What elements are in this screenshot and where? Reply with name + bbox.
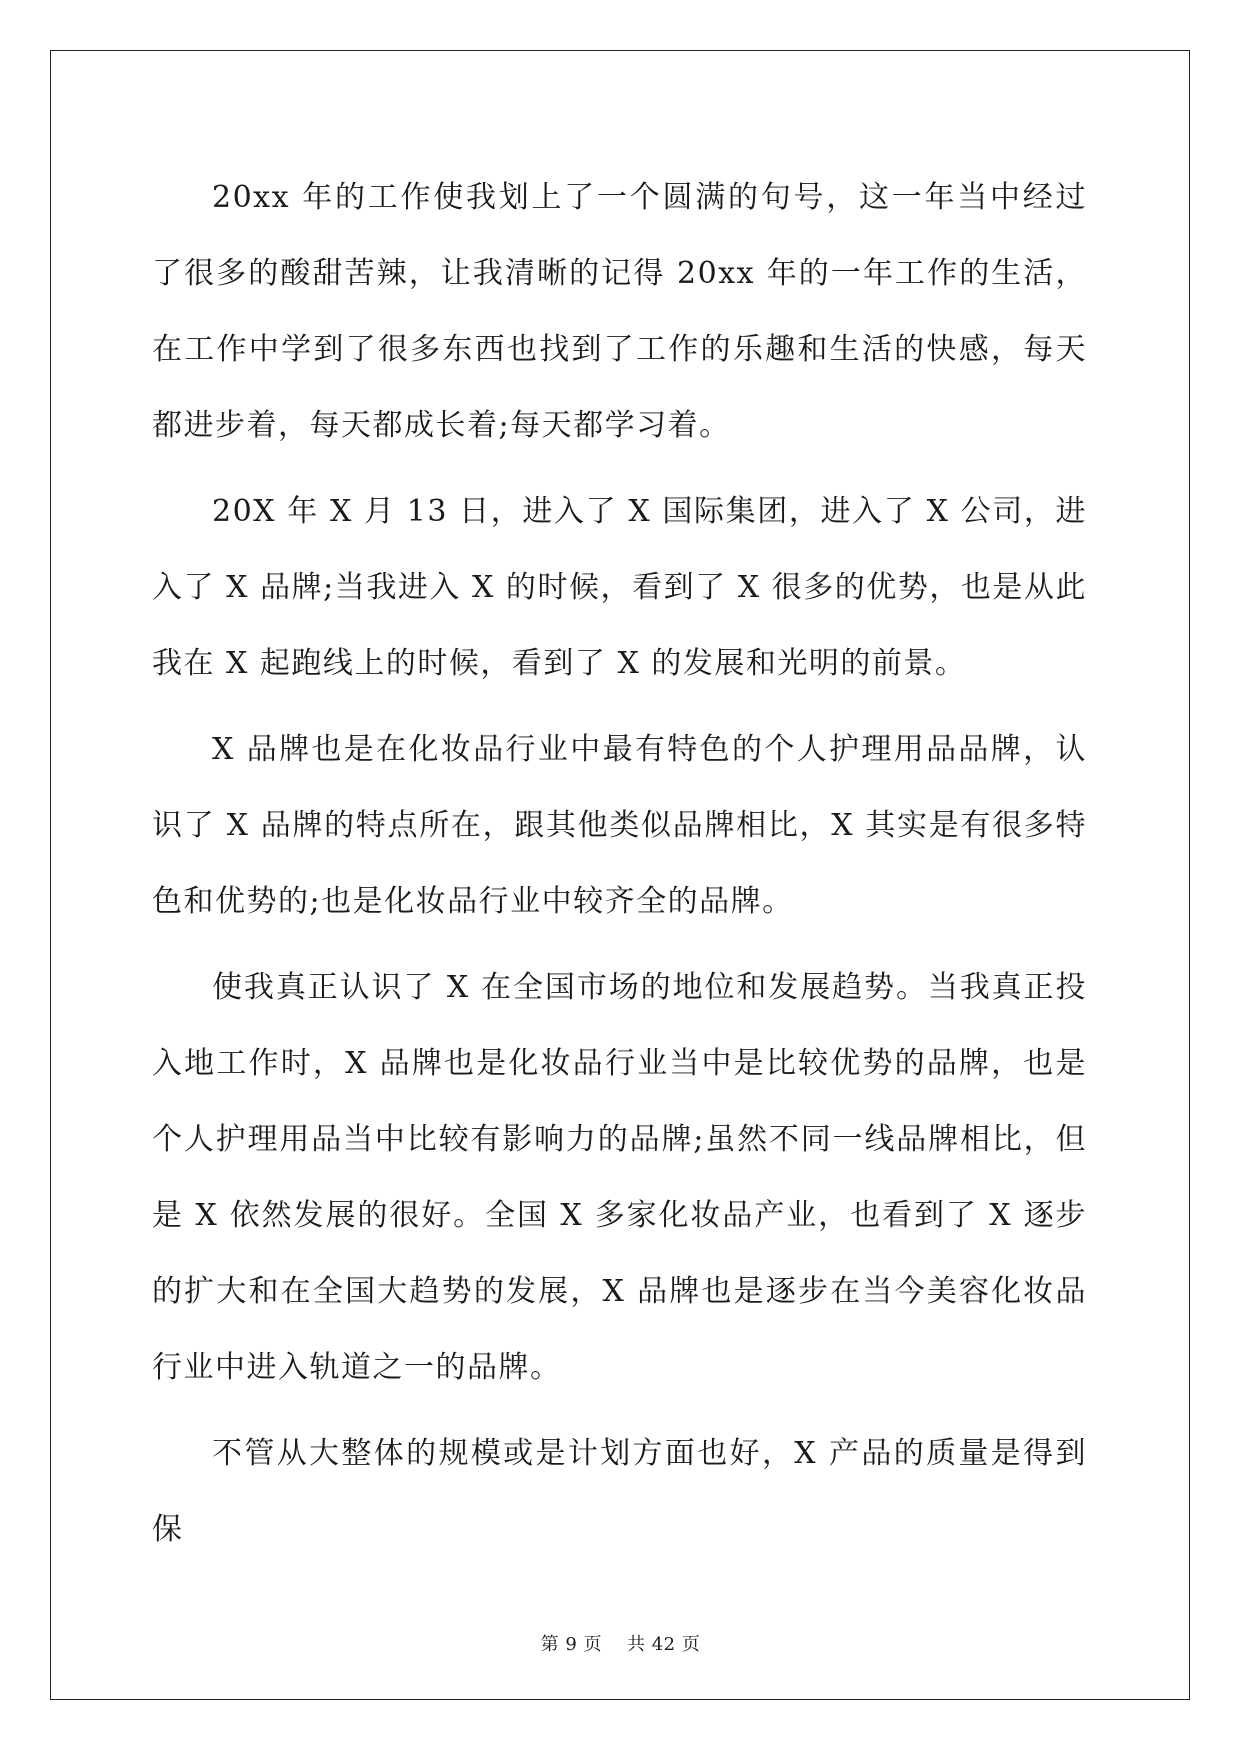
paragraph: X 品牌也是在化妆品行业中最有特色的个人护理用品品牌，认识了 X 品牌的特点所在，跟其他类似品牌相比，X 其实是有很多特色和优势的;也是化妆品行业中较齐全的品牌。: [152, 732, 1087, 919]
document-body: [152, 160, 1087, 1578]
page-footer: [0, 1630, 1241, 1656]
paragraph: 使我真正认识了 X 在全国市场的地位和发展趋势。当我真正投入地工作时，X 品牌也是化妆品行业当中是比较优势的品牌，也是个人护理用品当中比较有影响力的品牌;虽然不同一线品牌相比，但是 X 依然发展的很好。全国 X 多家化妆品产业，也看到了 X 逐步的扩大和在全国大趋势的发展，X 品牌也是逐步在当今美容化妆品行业中进入轨道之一的品牌。: [152, 970, 1087, 1385]
paragraph: 不管从大整体的规模或是计划方面也好，X 产品的质量是得到保: [152, 1436, 1087, 1547]
paragraph: 20X 年 X 月 13 日，进入了 X 国际集团，进入了 X 公司，进入了 X 品牌;当我进入 X 的时候，看到了 X 很多的优势，也是从此我在 X 起跑线上的时候，看到了 X 的发展和光明的前景。: [152, 494, 1087, 681]
page-number: 第 9 页: [540, 1634, 603, 1655]
paragraph: 20xx 年的工作使我划上了一个圆满的句号，这一年当中经过了很多的酸甜苦辣，让我清晰的记得 20xx 年的一年工作的生活，在工作中学到了很多东西也找到了工作的乐趣和生活的快感，每天都进步着，每天都成长着;每天都学习着。: [152, 180, 1087, 443]
page-total: 共 42 页: [626, 1634, 701, 1655]
